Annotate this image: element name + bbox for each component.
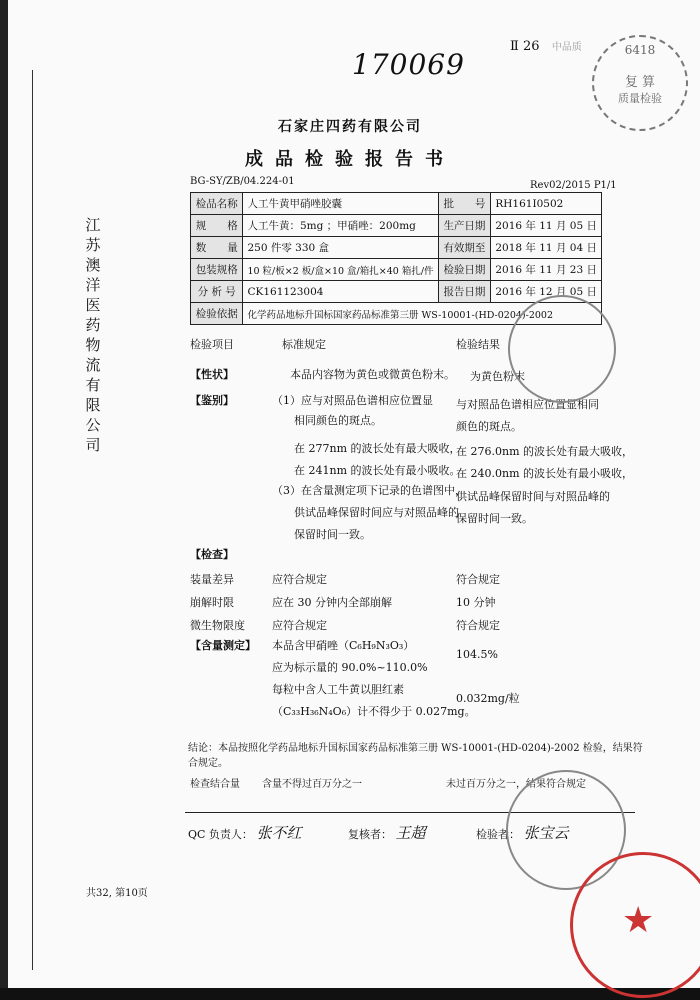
page-marker-no: 26 (522, 39, 540, 54)
scan-line (32, 70, 33, 970)
test-date-label: 检验日期 (438, 259, 491, 281)
expiry-date: 2018 年 11 月 04 日 (491, 237, 602, 259)
corner-stamp-sub: 质量检验 (618, 92, 662, 105)
basis-value: 化学药品地标升国标国家药品标准第三册 WS-10001-(HD-0204)-2002 (243, 303, 602, 325)
tester-signature: 张宝云 (523, 824, 569, 842)
ident-result-1b: 颜色的斑点。 (456, 420, 522, 433)
check-item-3: 微生物限度 (190, 619, 245, 632)
ident-standard-1b: 相同颜色的斑点。 (294, 414, 382, 427)
ident-standard-2b: 在 241nm 的波长处有最小吸收。 (294, 464, 461, 477)
ident-standard-3c: 保留时间一致。 (294, 528, 371, 541)
prod-date: 2016 年 11 月 05 日 (491, 215, 602, 237)
table-row (191, 237, 602, 259)
spec-value: 人工牛黄：5mg ；甲硝唑：200mg (243, 215, 438, 237)
ident-result-2b: 在 240.0nm 的波长处有最小吸收， (456, 467, 633, 480)
page-marker: Ⅱ 26 中品质 (510, 39, 582, 54)
product-name-label: 检品名称 (191, 193, 243, 215)
tester-label: 检验者： (476, 828, 520, 841)
identification-label: 【鉴别】 (190, 394, 234, 407)
assay-result-2: 0.032mg/粒 (456, 692, 520, 705)
review-signature-block (348, 822, 426, 843)
header-standard: 标准规定 (282, 338, 326, 351)
assay-standard-4: （C₃₃H₃₆N₄O₆）计不得少于 0.027mg。 (272, 705, 476, 718)
distributor-vertical-text: 江苏澳洋医药物流有限公司 (85, 216, 101, 454)
character-label: 【性状】 (190, 368, 234, 381)
prod-date-label: 生产日期 (438, 215, 491, 237)
ident-result-1a: 与对照品色谱相应位置显相同 (456, 398, 599, 411)
check-standard-1: 应符合规定 (272, 573, 327, 586)
extra-standard: 含量不得过百万分之一 (262, 779, 362, 790)
company-name: 石家庄四药有限公司 (278, 119, 422, 135)
ident-result-3a: 供试品峰保留时间与对照品峰的 (456, 490, 610, 503)
scan-edge-bottom (0, 988, 700, 1000)
assay-standard-1: 本品含甲硝唑（C₆H₉N₃O₃） (272, 639, 415, 652)
qty-value: 250 件零 330 盒 (243, 237, 438, 259)
doc-code: BG-SY/ZB/04.224-01 (190, 176, 295, 187)
analysis-number: CK161123004 (243, 281, 438, 303)
handwritten-number: 170069 (352, 48, 465, 81)
ident-result-2a: 在 276.0nm 的波长处有最大吸收， (456, 445, 633, 458)
review-signature: 王超 (395, 824, 426, 842)
check-item-1: 装量差异 (190, 573, 234, 586)
analysis-label: 分 析 号 (191, 281, 243, 303)
batch-label: 批 号 (438, 193, 491, 215)
qc-signature: 张不红 (256, 824, 302, 842)
report-date-label: 报告日期 (438, 281, 491, 303)
doc-revision: Rev02/2015 P1/1 (530, 180, 617, 191)
extra-result: 未过百万分之一，结果符合规定 (446, 779, 586, 790)
check-item-2: 崩解时限 (190, 596, 234, 609)
ident-standard-3b: 供试品峰保留时间应与对照品峰的 (294, 506, 459, 519)
character-standard: 本品内容物为黄色或微黄色粉末。 (290, 368, 455, 381)
check-result-1: 符合规定 (456, 573, 500, 586)
check-standard-2: 应在 30 分钟内全部崩解 (272, 596, 392, 609)
qa-seal-stamp (508, 295, 616, 403)
conclusion: 结论：本品按照化学药品地标升国标国家药品标准第三册 WS-10001-(HD-0204)-2002 检验，结果符合规定。 (188, 743, 643, 769)
qc-label: QC 负责人： (188, 828, 253, 841)
check-result-2: 10 分钟 (456, 596, 496, 609)
pack-label: 包装规格 (191, 259, 243, 281)
assay-standard-2: 应为标示量的 90.0%~110.0% (272, 661, 428, 674)
character-result: 为黄色粉末 (470, 370, 525, 383)
page-marker-label: 中品质 (551, 42, 582, 53)
spec-label: 规 格 (191, 215, 243, 237)
check-result-3: 符合规定 (456, 619, 500, 632)
star-icon: ★ (622, 900, 655, 941)
page-count: 共32, 第10页 (86, 888, 148, 899)
table-row (191, 193, 602, 215)
table-row (191, 259, 602, 281)
pack-value: 10 粒/板×2 板/盒×10 盒/箱扎×40 箱扎/件 (243, 259, 438, 281)
batch-number: RH161I0502 (491, 193, 602, 215)
header-result: 检验结果 (456, 338, 500, 351)
check-label: 【检查】 (190, 548, 234, 561)
corner-stamp-text: 复 算 (624, 75, 656, 90)
report-title: 成品检验报告书 (245, 149, 455, 170)
assay-result-1: 104.5% (456, 648, 498, 661)
report-date: 2016 年 12 月 05 日 (491, 281, 602, 303)
ident-standard-2a: 在 277nm 的波长处有最大吸收， (294, 442, 461, 455)
extra-item: 检查结合量 (190, 779, 240, 790)
qty-label: 数 量 (191, 237, 243, 259)
table-row (191, 215, 602, 237)
assay-standard-3: 每粒中含人工牛黄以胆红素 (272, 683, 404, 696)
review-label: 复核者： (348, 828, 392, 841)
check-standard-3: 应符合规定 (272, 619, 327, 632)
qc-signature-block (188, 822, 301, 843)
test-date: 2016 年 11 月 23 日 (491, 259, 602, 281)
header-item: 检验项目 (190, 338, 234, 351)
ident-standard-1a: （1）应与对照品色谱相应位置显 (272, 394, 433, 407)
ident-standard-3a: （3）在含量测定项下记录的色谱图中， (272, 484, 466, 497)
product-name: 人工牛黄甲硝唑胶囊 (243, 193, 438, 215)
expiry-label: 有效期至 (438, 237, 491, 259)
assay-label: 【含量测定】 (190, 639, 256, 652)
corner-stamp-number: 6418 (624, 43, 656, 57)
basis-label: 检验依据 (191, 303, 243, 325)
ident-result-3b: 保留时间一致。 (456, 512, 533, 525)
